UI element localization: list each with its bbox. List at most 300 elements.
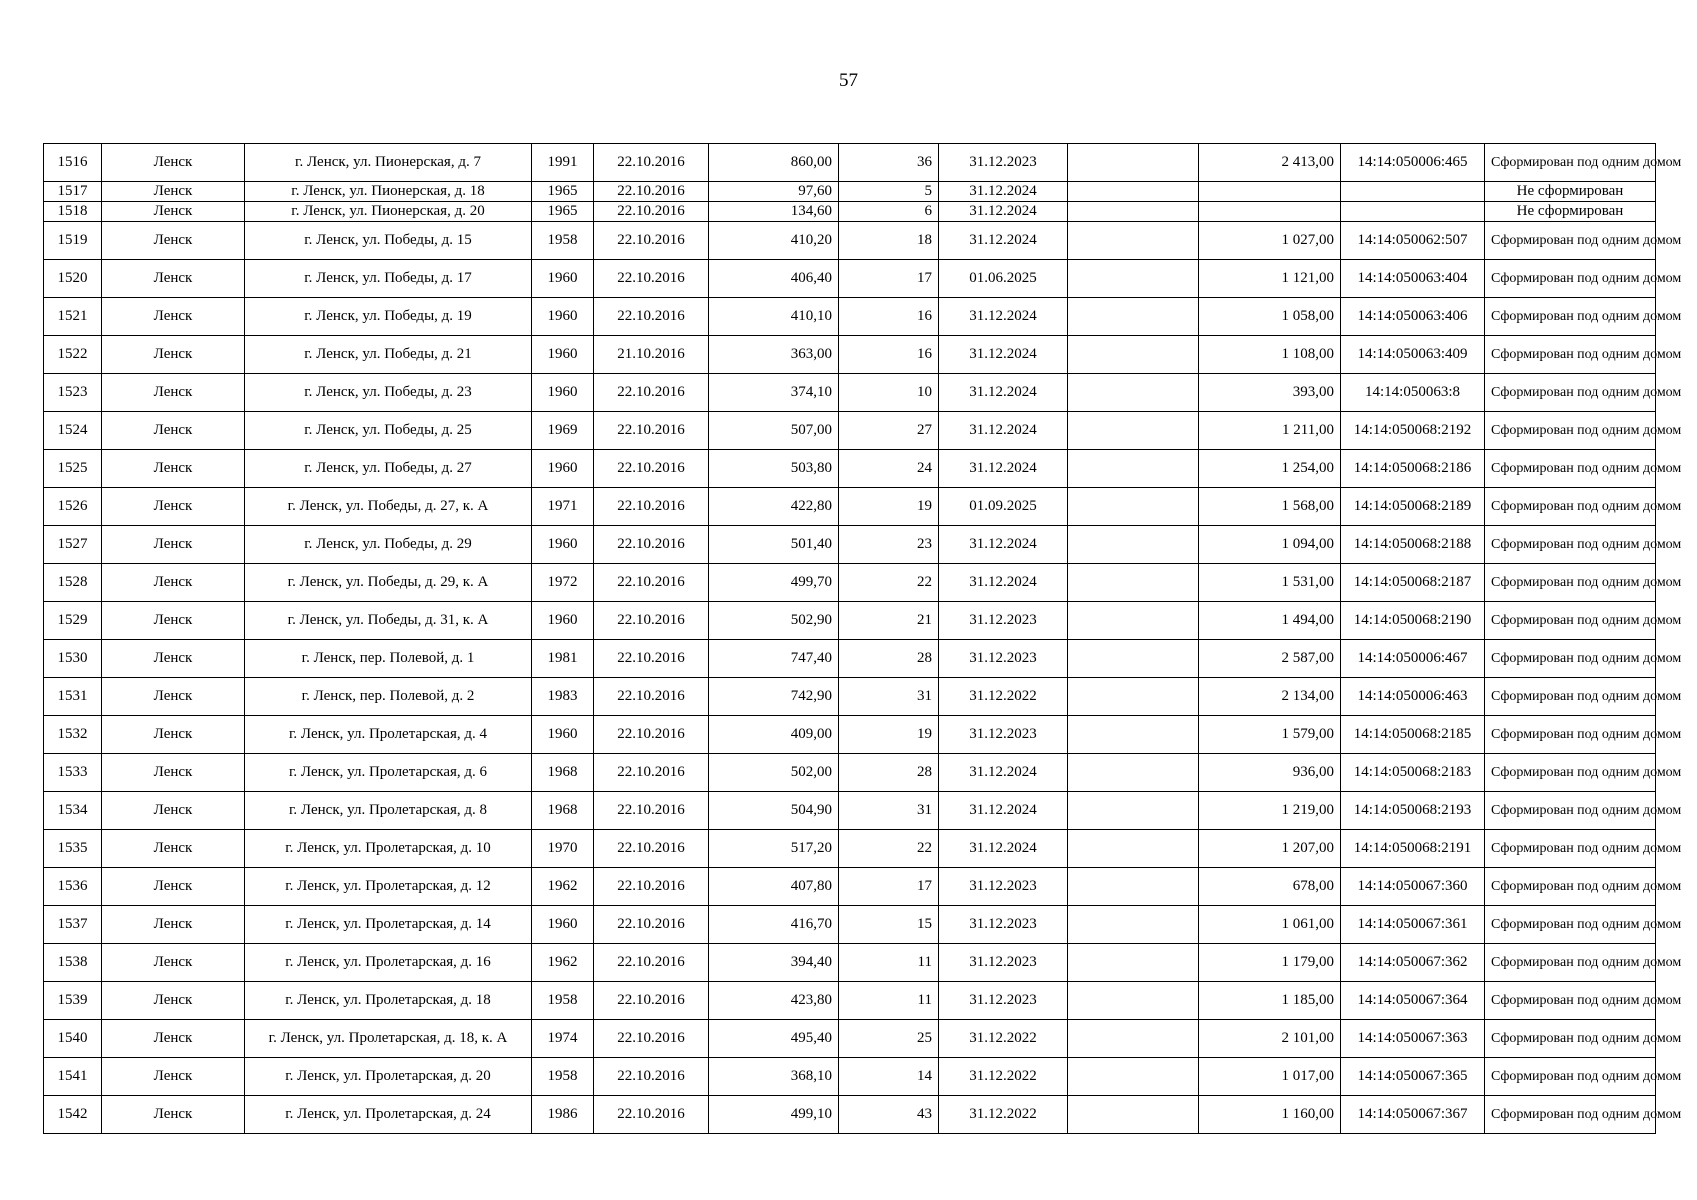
cell-deadline: 31.12.2023 bbox=[939, 906, 1068, 944]
cell-deadline: 31.12.2024 bbox=[939, 526, 1068, 564]
cell-residents: 43 bbox=[839, 1096, 939, 1134]
cell-empty bbox=[1068, 450, 1199, 488]
cell-deadline: 01.06.2025 bbox=[939, 260, 1068, 298]
cell-year: 1968 bbox=[532, 792, 594, 830]
cell-area: 368,10 bbox=[709, 1058, 839, 1096]
cell-land-area: 1 531,00 bbox=[1199, 564, 1341, 602]
cell-empty bbox=[1068, 982, 1199, 1020]
cell-year: 1965 bbox=[532, 182, 594, 202]
cell-date: 22.10.2016 bbox=[594, 182, 709, 202]
cell-address: г. Ленск, ул. Пролетарская, д. 18 bbox=[245, 982, 532, 1020]
cell-residents: 22 bbox=[839, 830, 939, 868]
cell-city: Ленск bbox=[102, 450, 245, 488]
table-body bbox=[44, 144, 1682, 1134]
cell-land-area: 1 207,00 bbox=[1199, 830, 1341, 868]
cell-year: 1958 bbox=[532, 1058, 594, 1096]
cell-city: Ленск bbox=[102, 298, 245, 336]
cell-address: г. Ленск, ул. Победы, д. 17 bbox=[245, 260, 532, 298]
cell-address: г. Ленск, ул. Пролетарская, д. 4 bbox=[245, 716, 532, 754]
cell-land-area: 2 587,00 bbox=[1199, 640, 1341, 678]
cell-area: 416,70 bbox=[709, 906, 839, 944]
table-row bbox=[44, 716, 1656, 754]
cell-deadline: 31.12.2023 bbox=[939, 868, 1068, 906]
cell-year: 1965 bbox=[532, 202, 594, 222]
cell-land-area: 1 579,00 bbox=[1199, 716, 1341, 754]
cell-residents: 31 bbox=[839, 792, 939, 830]
cell-year: 1968 bbox=[532, 754, 594, 792]
cell-land-status: Сформирован под одним домом bbox=[1485, 374, 1656, 412]
cell-area: 502,00 bbox=[709, 754, 839, 792]
cell-area: 503,80 bbox=[709, 450, 839, 488]
cell-area: 410,10 bbox=[709, 298, 839, 336]
cell-cadastral-number: 14:14:050067:361 bbox=[1341, 906, 1485, 944]
cell-number: 1525 bbox=[44, 450, 102, 488]
cell-deadline: 31.12.2024 bbox=[939, 792, 1068, 830]
cell-number: 1521 bbox=[44, 298, 102, 336]
cell-city: Ленск bbox=[102, 716, 245, 754]
cell-deadline: 31.12.2024 bbox=[939, 564, 1068, 602]
cell-land-status: Не сформирован bbox=[1485, 202, 1656, 222]
cell-city: Ленск bbox=[102, 906, 245, 944]
table-row bbox=[44, 144, 1656, 182]
cell-year: 1960 bbox=[532, 450, 594, 488]
cell-residents: 11 bbox=[839, 982, 939, 1020]
cell-land-area: 1 108,00 bbox=[1199, 336, 1341, 374]
cell-residents: 10 bbox=[839, 374, 939, 412]
cell-city: Ленск bbox=[102, 982, 245, 1020]
table-row bbox=[44, 222, 1656, 260]
cell-deadline: 31.12.2023 bbox=[939, 602, 1068, 640]
cell-land-status: Сформирован под одним домом bbox=[1485, 1058, 1656, 1096]
cell-number: 1523 bbox=[44, 374, 102, 412]
cell-deadline: 31.12.2022 bbox=[939, 678, 1068, 716]
cell-empty bbox=[1068, 564, 1199, 602]
cell-empty bbox=[1068, 336, 1199, 374]
cell-date: 22.10.2016 bbox=[594, 754, 709, 792]
cell-deadline: 31.12.2024 bbox=[939, 450, 1068, 488]
cell-cadastral-number bbox=[1341, 202, 1485, 222]
cell-deadline: 31.12.2023 bbox=[939, 144, 1068, 182]
cell-city: Ленск bbox=[102, 1058, 245, 1096]
cell-city: Ленск bbox=[102, 944, 245, 982]
cell-number: 1542 bbox=[44, 1096, 102, 1134]
cell-empty bbox=[1068, 182, 1199, 202]
cell-cadastral-number: 14:14:050068:2190 bbox=[1341, 602, 1485, 640]
cell-area: 499,10 bbox=[709, 1096, 839, 1134]
cell-year: 1960 bbox=[532, 716, 594, 754]
cell-date: 22.10.2016 bbox=[594, 944, 709, 982]
cell-address: г. Ленск, ул. Победы, д. 23 bbox=[245, 374, 532, 412]
cell-residents: 27 bbox=[839, 412, 939, 450]
cell-number: 1530 bbox=[44, 640, 102, 678]
cell-deadline: 31.12.2024 bbox=[939, 182, 1068, 202]
cell-city: Ленск bbox=[102, 260, 245, 298]
cell-number: 1541 bbox=[44, 1058, 102, 1096]
cell-number: 1540 bbox=[44, 1020, 102, 1058]
cell-city: Ленск bbox=[102, 526, 245, 564]
cell-land-area: 1 219,00 bbox=[1199, 792, 1341, 830]
cell-area: 507,00 bbox=[709, 412, 839, 450]
cell-year: 1971 bbox=[532, 488, 594, 526]
cell-area: 860,00 bbox=[709, 144, 839, 182]
cell-number: 1518 bbox=[44, 202, 102, 222]
cell-year: 1958 bbox=[532, 222, 594, 260]
cell-residents: 16 bbox=[839, 336, 939, 374]
cell-empty bbox=[1068, 298, 1199, 336]
cell-land-status: Сформирован под одним домом bbox=[1485, 144, 1656, 182]
cell-deadline: 31.12.2023 bbox=[939, 716, 1068, 754]
cell-cadastral-number: 14:14:050067:364 bbox=[1341, 982, 1485, 1020]
cell-empty bbox=[1068, 488, 1199, 526]
cell-date: 22.10.2016 bbox=[594, 678, 709, 716]
cell-land-area bbox=[1199, 182, 1341, 202]
cell-residents: 28 bbox=[839, 640, 939, 678]
table-row bbox=[44, 298, 1656, 336]
cell-number: 1524 bbox=[44, 412, 102, 450]
cell-cadastral-number: 14:14:050067:365 bbox=[1341, 1058, 1485, 1096]
cell-number: 1529 bbox=[44, 602, 102, 640]
table-row bbox=[44, 868, 1656, 906]
cell-address: г. Ленск, ул. Пролетарская, д. 18, к. А bbox=[245, 1020, 532, 1058]
table-row bbox=[44, 602, 1656, 640]
table-row bbox=[44, 1096, 1656, 1134]
table-row bbox=[44, 182, 1656, 202]
cell-date: 22.10.2016 bbox=[594, 450, 709, 488]
cell-address: г. Ленск, ул. Пролетарская, д. 10 bbox=[245, 830, 532, 868]
cell-year: 1974 bbox=[532, 1020, 594, 1058]
cell-land-status: Сформирован под одним домом bbox=[1485, 488, 1656, 526]
cell-land-status: Сформирован под одним домом bbox=[1485, 336, 1656, 374]
cell-deadline: 31.12.2022 bbox=[939, 1020, 1068, 1058]
cell-address: г. Ленск, ул. Пролетарская, д. 6 bbox=[245, 754, 532, 792]
cell-date: 22.10.2016 bbox=[594, 298, 709, 336]
cell-land-status: Сформирован под одним домом bbox=[1485, 450, 1656, 488]
table-row bbox=[44, 906, 1656, 944]
cell-land-area: 1 254,00 bbox=[1199, 450, 1341, 488]
cell-cadastral-number: 14:14:050006:465 bbox=[1341, 144, 1485, 182]
cell-address: г. Ленск, ул. Победы, д. 29 bbox=[245, 526, 532, 564]
cell-area: 502,90 bbox=[709, 602, 839, 640]
cell-year: 1969 bbox=[532, 412, 594, 450]
cell-address: г. Ленск, ул. Победы, д. 15 bbox=[245, 222, 532, 260]
cell-address: г. Ленск, ул. Победы, д. 25 bbox=[245, 412, 532, 450]
cell-land-status: Сформирован под одним домом bbox=[1485, 906, 1656, 944]
cell-cadastral-number: 14:14:050068:2189 bbox=[1341, 488, 1485, 526]
cell-address: г. Ленск, ул. Победы, д. 27 bbox=[245, 450, 532, 488]
cell-empty bbox=[1068, 144, 1199, 182]
cell-residents: 14 bbox=[839, 1058, 939, 1096]
cell-area: 517,20 bbox=[709, 830, 839, 868]
cell-cadastral-number: 14:14:050068:2187 bbox=[1341, 564, 1485, 602]
cell-number: 1526 bbox=[44, 488, 102, 526]
cell-area: 747,40 bbox=[709, 640, 839, 678]
cell-city: Ленск bbox=[102, 202, 245, 222]
cell-year: 1960 bbox=[532, 526, 594, 564]
cell-land-area: 2 413,00 bbox=[1199, 144, 1341, 182]
cell-deadline: 31.12.2023 bbox=[939, 944, 1068, 982]
cell-address: г. Ленск, ул. Победы, д. 27, к. А bbox=[245, 488, 532, 526]
cell-cadastral-number: 14:14:050068:2183 bbox=[1341, 754, 1485, 792]
cell-number: 1517 bbox=[44, 182, 102, 202]
cell-address: г. Ленск, ул. Пионерская, д. 7 bbox=[245, 144, 532, 182]
cell-date: 22.10.2016 bbox=[594, 1020, 709, 1058]
table-row bbox=[44, 944, 1656, 982]
cell-address: г. Ленск, ул. Победы, д. 19 bbox=[245, 298, 532, 336]
cell-city: Ленск bbox=[102, 488, 245, 526]
cell-empty bbox=[1068, 754, 1199, 792]
cell-city: Ленск bbox=[102, 144, 245, 182]
cell-address: г. Ленск, ул. Пролетарская, д. 24 bbox=[245, 1096, 532, 1134]
cell-cadastral-number: 14:14:050068:2192 bbox=[1341, 412, 1485, 450]
cell-date: 22.10.2016 bbox=[594, 640, 709, 678]
cell-address: г. Ленск, ул. Победы, д. 21 bbox=[245, 336, 532, 374]
cell-date: 22.10.2016 bbox=[594, 526, 709, 564]
cell-number: 1536 bbox=[44, 868, 102, 906]
cell-land-area: 1 027,00 bbox=[1199, 222, 1341, 260]
cell-year: 1986 bbox=[532, 1096, 594, 1134]
cell-empty bbox=[1068, 868, 1199, 906]
housing-registry-table bbox=[43, 143, 1682, 1134]
cell-land-area bbox=[1199, 202, 1341, 222]
cell-date: 22.10.2016 bbox=[594, 222, 709, 260]
cell-deadline: 31.12.2024 bbox=[939, 412, 1068, 450]
cell-number: 1532 bbox=[44, 716, 102, 754]
cell-empty bbox=[1068, 944, 1199, 982]
cell-date: 21.10.2016 bbox=[594, 336, 709, 374]
cell-residents: 31 bbox=[839, 678, 939, 716]
cell-land-area: 1 160,00 bbox=[1199, 1096, 1341, 1134]
cell-number: 1520 bbox=[44, 260, 102, 298]
cell-land-area: 393,00 bbox=[1199, 374, 1341, 412]
table-row bbox=[44, 640, 1656, 678]
cell-city: Ленск bbox=[102, 336, 245, 374]
cell-cadastral-number: 14:14:050068:2185 bbox=[1341, 716, 1485, 754]
cell-number: 1533 bbox=[44, 754, 102, 792]
cell-date: 22.10.2016 bbox=[594, 792, 709, 830]
table-row bbox=[44, 754, 1656, 792]
cell-empty bbox=[1068, 412, 1199, 450]
cell-deadline: 31.12.2024 bbox=[939, 298, 1068, 336]
cell-cadastral-number: 14:14:050063:406 bbox=[1341, 298, 1485, 336]
cell-city: Ленск bbox=[102, 678, 245, 716]
cell-cadastral-number: 14:14:050067:362 bbox=[1341, 944, 1485, 982]
cell-cadastral-number: 14:14:050068:2186 bbox=[1341, 450, 1485, 488]
cell-area: 134,60 bbox=[709, 202, 839, 222]
cell-land-area: 1 058,00 bbox=[1199, 298, 1341, 336]
table-row bbox=[44, 1058, 1656, 1096]
cell-year: 1960 bbox=[532, 336, 594, 374]
cell-city: Ленск bbox=[102, 792, 245, 830]
cell-address: г. Ленск, ул. Пионерская, д. 20 bbox=[245, 202, 532, 222]
cell-empty bbox=[1068, 792, 1199, 830]
cell-land-status: Не сформирован bbox=[1485, 182, 1656, 202]
cell-area: 504,90 bbox=[709, 792, 839, 830]
cell-year: 1960 bbox=[532, 602, 594, 640]
cell-cadastral-number: 14:14:050068:2191 bbox=[1341, 830, 1485, 868]
cell-date: 22.10.2016 bbox=[594, 260, 709, 298]
cell-cadastral-number: 14:14:050006:463 bbox=[1341, 678, 1485, 716]
cell-number: 1522 bbox=[44, 336, 102, 374]
cell-cadastral-number bbox=[1341, 182, 1485, 202]
cell-date: 22.10.2016 bbox=[594, 1058, 709, 1096]
cell-address: г. Ленск, ул. Победы, д. 31, к. А bbox=[245, 602, 532, 640]
cell-land-status: Сформирован под одним домом bbox=[1485, 1020, 1656, 1058]
cell-date: 22.10.2016 bbox=[594, 412, 709, 450]
cell-city: Ленск bbox=[102, 602, 245, 640]
table-row bbox=[44, 260, 1656, 298]
cell-year: 1981 bbox=[532, 640, 594, 678]
cell-cadastral-number: 14:14:050063:8 bbox=[1341, 374, 1485, 412]
cell-empty bbox=[1068, 1020, 1199, 1058]
cell-city: Ленск bbox=[102, 374, 245, 412]
cell-empty bbox=[1068, 260, 1199, 298]
cell-land-area: 936,00 bbox=[1199, 754, 1341, 792]
table-row bbox=[44, 412, 1656, 450]
cell-area: 499,70 bbox=[709, 564, 839, 602]
cell-year: 1991 bbox=[532, 144, 594, 182]
cell-residents: 6 bbox=[839, 202, 939, 222]
cell-deadline: 31.12.2024 bbox=[939, 336, 1068, 374]
cell-land-area: 1 061,00 bbox=[1199, 906, 1341, 944]
cell-date: 22.10.2016 bbox=[594, 906, 709, 944]
cell-land-area: 1 179,00 bbox=[1199, 944, 1341, 982]
table-row bbox=[44, 488, 1656, 526]
cell-residents: 24 bbox=[839, 450, 939, 488]
cell-cadastral-number: 14:14:050068:2188 bbox=[1341, 526, 1485, 564]
page-number: 57 bbox=[839, 70, 858, 91]
cell-year: 1960 bbox=[532, 906, 594, 944]
cell-area: 394,40 bbox=[709, 944, 839, 982]
cell-land-status: Сформирован под одним домом bbox=[1485, 1096, 1656, 1134]
cell-residents: 36 bbox=[839, 144, 939, 182]
cell-number: 1516 bbox=[44, 144, 102, 182]
cell-empty bbox=[1068, 830, 1199, 868]
cell-empty bbox=[1068, 1096, 1199, 1134]
cell-residents: 17 bbox=[839, 868, 939, 906]
cell-land-status: Сформирован под одним домом bbox=[1485, 222, 1656, 260]
table-row bbox=[44, 202, 1656, 222]
cell-number: 1527 bbox=[44, 526, 102, 564]
cell-area: 742,90 bbox=[709, 678, 839, 716]
cell-deadline: 31.12.2024 bbox=[939, 754, 1068, 792]
cell-area: 501,40 bbox=[709, 526, 839, 564]
cell-residents: 19 bbox=[839, 488, 939, 526]
cell-empty bbox=[1068, 602, 1199, 640]
cell-land-status: Сформирован под одним домом bbox=[1485, 640, 1656, 678]
cell-residents: 17 bbox=[839, 260, 939, 298]
cell-land-area: 1 094,00 bbox=[1199, 526, 1341, 564]
cell-date: 22.10.2016 bbox=[594, 868, 709, 906]
cell-cadastral-number: 14:14:050067:367 bbox=[1341, 1096, 1485, 1134]
cell-area: 406,40 bbox=[709, 260, 839, 298]
cell-deadline: 31.12.2024 bbox=[939, 222, 1068, 260]
table-row bbox=[44, 678, 1656, 716]
cell-deadline: 31.12.2023 bbox=[939, 982, 1068, 1020]
cell-land-status: Сформирован под одним домом bbox=[1485, 526, 1656, 564]
cell-residents: 15 bbox=[839, 906, 939, 944]
cell-address: г. Ленск, пер. Полевой, д. 1 bbox=[245, 640, 532, 678]
table-row bbox=[44, 564, 1656, 602]
cell-land-status: Сформирован под одним домом bbox=[1485, 564, 1656, 602]
table-row bbox=[44, 982, 1656, 1020]
cell-empty bbox=[1068, 716, 1199, 754]
cell-year: 1972 bbox=[532, 564, 594, 602]
cell-cadastral-number: 14:14:050067:360 bbox=[1341, 868, 1485, 906]
cell-year: 1960 bbox=[532, 374, 594, 412]
cell-date: 22.10.2016 bbox=[594, 982, 709, 1020]
table-row bbox=[44, 336, 1656, 374]
cell-number: 1534 bbox=[44, 792, 102, 830]
cell-residents: 5 bbox=[839, 182, 939, 202]
table-row bbox=[44, 830, 1656, 868]
cell-year: 1958 bbox=[532, 982, 594, 1020]
cell-city: Ленск bbox=[102, 1020, 245, 1058]
cell-year: 1970 bbox=[532, 830, 594, 868]
cell-year: 1960 bbox=[532, 298, 594, 336]
cell-land-status: Сформирован под одним домом bbox=[1485, 678, 1656, 716]
table-row bbox=[44, 526, 1656, 564]
cell-residents: 11 bbox=[839, 944, 939, 982]
cell-deadline: 31.12.2024 bbox=[939, 374, 1068, 412]
cell-area: 363,00 bbox=[709, 336, 839, 374]
cell-address: г. Ленск, ул. Пролетарская, д. 14 bbox=[245, 906, 532, 944]
cell-land-area: 1 494,00 bbox=[1199, 602, 1341, 640]
cell-cadastral-number: 14:14:050068:2193 bbox=[1341, 792, 1485, 830]
cell-residents: 16 bbox=[839, 298, 939, 336]
cell-city: Ленск bbox=[102, 868, 245, 906]
cell-city: Ленск bbox=[102, 182, 245, 202]
cell-empty bbox=[1068, 374, 1199, 412]
cell-address: г. Ленск, ул. Пионерская, д. 18 bbox=[245, 182, 532, 202]
cell-land-status: Сформирован под одним домом bbox=[1485, 944, 1656, 982]
cell-residents: 22 bbox=[839, 564, 939, 602]
cell-deadline: 31.12.2022 bbox=[939, 1058, 1068, 1096]
cell-empty bbox=[1068, 906, 1199, 944]
cell-year: 1962 bbox=[532, 944, 594, 982]
cell-land-area: 1 017,00 bbox=[1199, 1058, 1341, 1096]
cell-residents: 28 bbox=[839, 754, 939, 792]
cell-land-status: Сформирован под одним домом bbox=[1485, 716, 1656, 754]
cell-empty bbox=[1068, 526, 1199, 564]
cell-land-area: 2 134,00 bbox=[1199, 678, 1341, 716]
cell-cadastral-number: 14:14:050063:404 bbox=[1341, 260, 1485, 298]
cell-date: 22.10.2016 bbox=[594, 144, 709, 182]
cell-area: 423,80 bbox=[709, 982, 839, 1020]
cell-area: 374,10 bbox=[709, 374, 839, 412]
cell-area: 422,80 bbox=[709, 488, 839, 526]
cell-land-status: Сформирован под одним домом bbox=[1485, 298, 1656, 336]
table-row bbox=[44, 450, 1656, 488]
cell-address: г. Ленск, ул. Пролетарская, д. 20 bbox=[245, 1058, 532, 1096]
cell-number: 1538 bbox=[44, 944, 102, 982]
table-row bbox=[44, 792, 1656, 830]
cell-city: Ленск bbox=[102, 830, 245, 868]
cell-number: 1519 bbox=[44, 222, 102, 260]
cell-number: 1539 bbox=[44, 982, 102, 1020]
cell-cadastral-number: 14:14:050006:467 bbox=[1341, 640, 1485, 678]
cell-year: 1962 bbox=[532, 868, 594, 906]
cell-date: 22.10.2016 bbox=[594, 602, 709, 640]
cell-land-area: 1 211,00 bbox=[1199, 412, 1341, 450]
cell-land-area: 678,00 bbox=[1199, 868, 1341, 906]
cell-land-status: Сформирован под одним домом bbox=[1485, 412, 1656, 450]
cell-city: Ленск bbox=[102, 564, 245, 602]
cell-address: г. Ленск, пер. Полевой, д. 2 bbox=[245, 678, 532, 716]
cell-empty bbox=[1068, 222, 1199, 260]
cell-area: 495,40 bbox=[709, 1020, 839, 1058]
cell-empty bbox=[1068, 1058, 1199, 1096]
cell-deadline: 31.12.2023 bbox=[939, 640, 1068, 678]
